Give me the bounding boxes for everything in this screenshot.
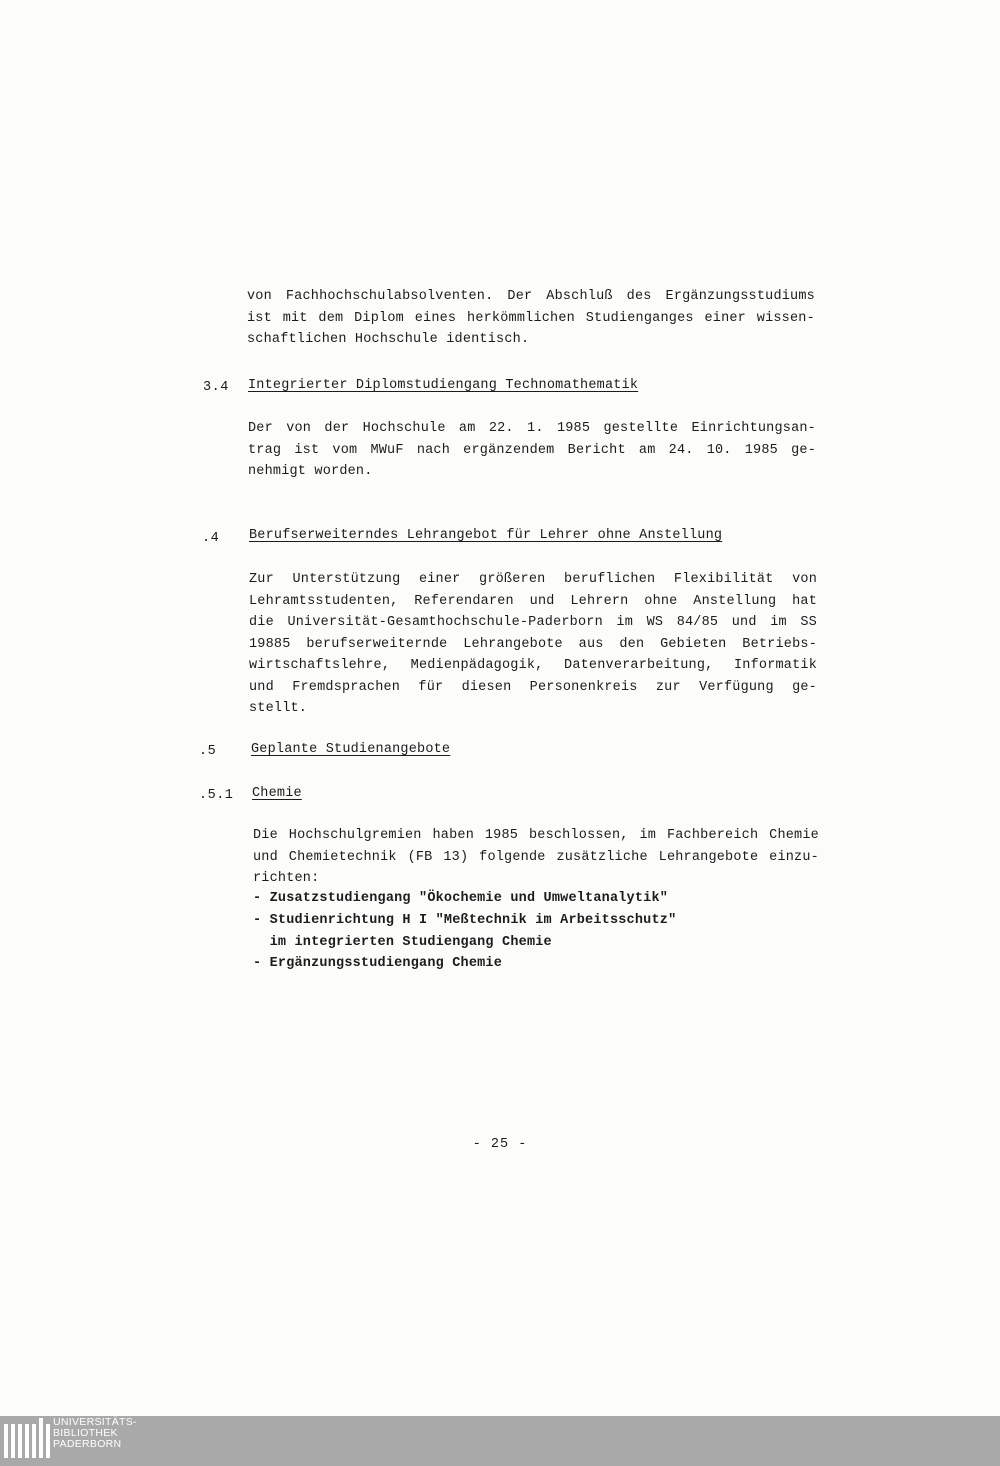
text-line: Die Hochschulgremien haben 1985 beschlossen, im Fachbereich Chemie (253, 828, 819, 843)
section-number: .5.1 (199, 788, 234, 803)
library-name-line: PADERBORN (53, 1438, 122, 1450)
list-item: - Zusatzstudiengang "Ökochemie und Umweltanalytik" (253, 891, 669, 906)
paragraph (253, 825, 819, 890)
section-number: .4 (202, 531, 220, 546)
text-line: nehmigt worden. (248, 464, 373, 479)
text-line: von Fachhochschulabsolventen. Der Abschluß des Ergänzungsstudiums (247, 289, 815, 304)
text-line: Lehramtsstudenten, Referendaren und Lehrern ohne Anstellung hat (249, 593, 817, 609)
section-number: .5 (199, 744, 217, 759)
paragraph (248, 418, 816, 483)
text-line: und Fremdsprachen für diesen Personenkreis zur Verfügung ge- (249, 679, 817, 695)
text-line: ist mit dem Diplom eines herkömmlichen Studienganges einer wissen- (247, 310, 815, 326)
section-title: Geplante Studienangebote (251, 742, 451, 757)
section-title: Berufserweiterndes Lehrangebot für Lehrer ohne Anstellung (249, 528, 723, 543)
section-number: 3.4 (203, 380, 229, 395)
list-item: im integrierten Studiengang Chemie (253, 935, 552, 950)
paragraph (249, 569, 817, 720)
text-line: trag ist vom MWuF nach ergänzendem Bericht am 24. 10. 1985 ge- (248, 442, 816, 458)
library-name (53, 1417, 137, 1450)
page-number: - 25 - (472, 1137, 528, 1152)
text-line: und Chemietechnik (FB 13) folgende zusätzliche Lehrangebote einzu- (253, 849, 819, 865)
text-line: schaftlichen Hochschule identisch. (247, 332, 530, 347)
paragraph-continuation (247, 286, 815, 351)
text-line: Der von der Hochschule am 22. 1. 1985 gestellte Einrichtungsan- (248, 421, 816, 436)
section-title: Chemie (252, 786, 302, 801)
text-line: wirtschaftslehre, Medienpädagogik, Datenverarbeitung, Informatik (249, 658, 817, 673)
library-footer (0, 1416, 1000, 1466)
text-line: Zur Unterstützung einer größeren beruflichen Flexibilität von (249, 572, 817, 587)
text-line: richten: (253, 871, 320, 886)
text-line: stellt. (249, 701, 308, 716)
text-line: 19885 berufserweiternde Lehrangebote aus den Gebieten Betriebs- (249, 636, 817, 652)
library-logo-icon (4, 1418, 50, 1458)
library-name-line: BIBLIOTHEK (53, 1427, 118, 1439)
list-item: - Ergänzungsstudiengang Chemie (253, 956, 503, 971)
section-title: Integrierter Diplomstudiengang Technomathematik (248, 378, 639, 393)
list-item: - Studienrichtung H I "Meßtechnik im Arbeitsschutz" (253, 913, 677, 928)
library-name-line: UNIVERSITÄTS- (53, 1416, 137, 1428)
text-line: die Universität-Gesamthochschule-Paderborn im WS 84/85 und im SS (249, 615, 817, 630)
